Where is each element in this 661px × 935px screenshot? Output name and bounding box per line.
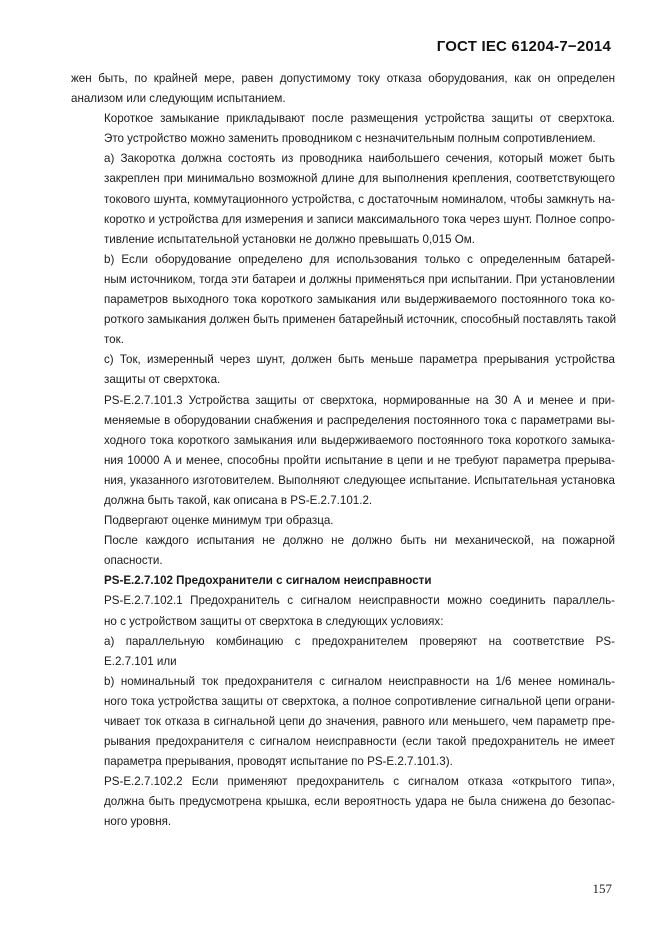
text-line: Короткое замыкание прикладывают после размещения устройства защиты от сверхтока. [104,112,615,126]
text-line: токового шунта, коммутационного устройства, с достаточным номиналом, чтобы замкнуть на- [104,192,615,206]
document-code-header: ГОСТ IEC 61204-7−2014 [436,38,611,55]
paragraph [71,109,615,149]
text-line: защиты от сверхтока. [104,373,221,387]
text-line: роткого замыкания должен быть применен батарейный источник, способный поставлять такой [104,313,617,327]
text-line: c) Ток, измеренный через шунт, должен быть меньше параметра прерывания устройства [104,353,615,367]
text-line: ния 10000 А и менее, способны пройти испытание в цепи и не требуют параметра прерыва- [104,453,615,467]
text-line: чивает ток отказа в сигнальной цепи до значения, равного или меньшего, чем параметр пре- [104,715,615,728]
text-line: ходного тока короткого замыкания или выдерживаемого постоянного тока короткого замыка- [104,433,615,447]
paragraph [71,511,615,531]
text-line: параметров выходного тока короткого замыкания или выдерживаемого постоянного тока ко- [104,293,615,307]
text-line: PS-E.2.7.102 Предохранители с сигналом неисправности [104,574,432,588]
paragraph [71,391,615,512]
paragraph [71,350,615,390]
paragraph [71,69,615,109]
paragraph [71,531,615,571]
text-line: ного уровня. [104,815,172,829]
text-line: рывания предохранителя с сигналом неисправности (если такой предохранитель не имеет [104,735,615,749]
text-line: ного тока устройства защиты от сверхтока, а полное сопротивление сигнальной цепи ограни- [104,694,615,708]
text-line: но с устройством защиты от сверхтока в следующих условиях: [104,614,444,628]
text-line: меняемые в оборудовании снабжения и распределения постоянного тока с параметрами вы- [104,413,615,427]
text-line: PS-E.2.7.101.3 Устройства защиты от сверхтока, нормированные на 30 А и менее и при- [104,393,615,407]
paragraph [71,632,615,672]
text-line: должна быть предусмотрена крышка, если вероятность удара не была снижена до безопас- [104,795,615,809]
text-line: жен быть, по крайней мере, равен допустимому току отказа оборудования, как он определен [71,72,615,85]
paragraph [71,772,615,832]
text-line: анализом или следующим испытанием. [71,92,286,106]
text-line: тивление испытательной установки не должно превышать 0,015 Ом. [104,232,475,246]
text-line: PS-E.2.7.102.1 Предохранитель с сигналом неисправности можно соединить параллель- [104,594,615,608]
text-line: После каждого испытания не должно не должно быть ни механической, на пожарной [104,534,615,548]
paragraph [71,250,615,350]
text-line: Это устройство можно заменить проводником с незначительным полным сопротивлением. [104,132,596,146]
page-number: 157 [592,881,612,896]
text-line: a) параллельную комбинацию с предохранителем проверяют на соответствие PS- [104,634,615,648]
text-line: ным источником, тогда эти батареи и должны применяться при испытании. При установлении [104,272,615,286]
text-line: a) Закоротка должна состоять из проводника наибольшего сечения, который может быть [104,152,615,166]
paragraph [71,149,615,249]
text-line: коротко и устройства для измерения и записи максимального тока через шунт. Полное сопро- [104,212,615,226]
text-line: ток. [104,333,124,347]
section-heading [71,571,615,591]
text-line: закреплен при минимально возможной длине для выполнения крепления, соответствующего [104,172,615,186]
text-line: ния, указанного изготовителем. Выполняют следующее испытание. Испытательная установка [104,473,615,487]
body-text [71,69,615,833]
paragraph [71,672,615,772]
text-line: параметра прерывания, проводят испытание по PS-E.2.7.101.3). [104,755,453,769]
paragraph [71,591,615,631]
text-line: E.2.7.101 или [104,654,177,668]
text-line: должна быть такой, как описана в PS-E.2.7.101.2. [104,493,373,507]
text-line: b) номинальный ток предохранителя с сигналом неисправности на 1/6 менее номиналь- [104,674,615,688]
text-line: опасности. [104,554,163,568]
text-line: PS-E.2.7.102.2 Если применяют предохранитель с сигналом отказа «открытого типа», [104,775,615,789]
text-line: Подвергают оценке минимум три образца. [104,514,334,528]
text-line: b) Если оборудование определено для использования только с определенным батарей- [104,252,615,266]
